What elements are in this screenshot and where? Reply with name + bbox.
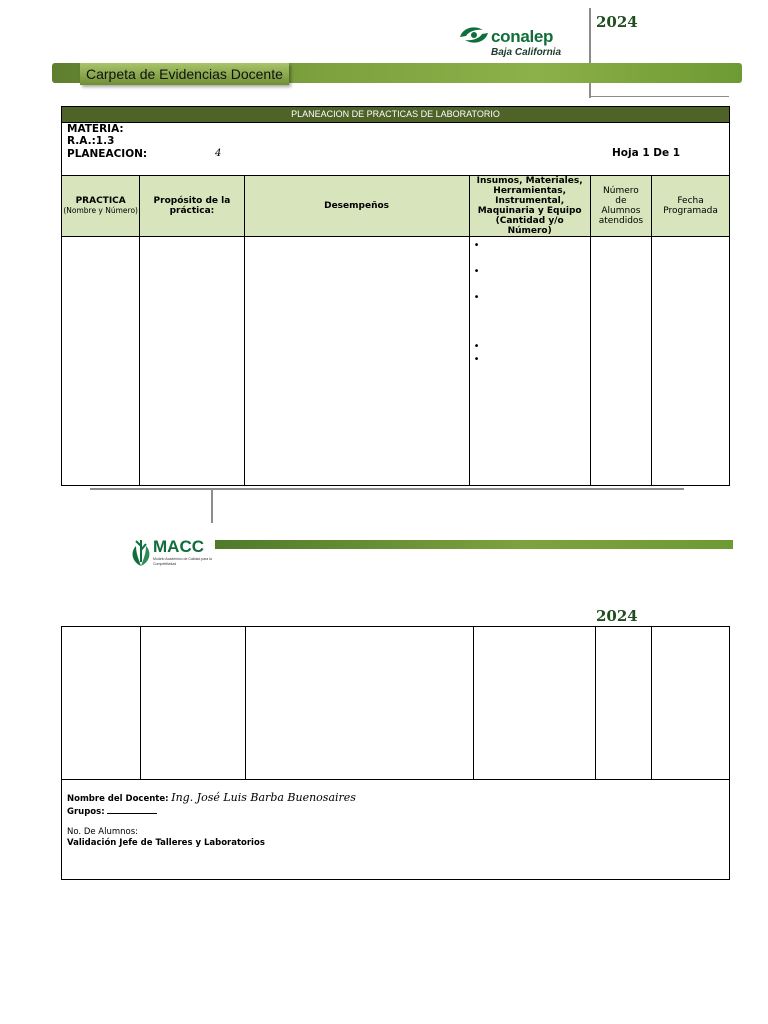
page2-year: 2024 xyxy=(596,607,638,625)
bullet-5: • xyxy=(473,354,480,365)
col-practica: PRACTICA (Nombre y Número) xyxy=(62,176,140,237)
materia-label: MATERIA: xyxy=(67,123,124,135)
macc-leaf-icon xyxy=(130,536,152,568)
banner-title: Carpeta de Evidencias Docente xyxy=(80,63,289,85)
header-year: 2024 xyxy=(596,13,638,31)
planeacion-table xyxy=(61,106,730,486)
page2-table xyxy=(61,626,730,880)
bullet-1: • xyxy=(473,240,480,251)
validacion-label: Validación Jefe de Talleres y Laboratorios xyxy=(67,838,265,848)
page2-practice-row xyxy=(62,627,730,780)
planeacion-value: 4 xyxy=(215,148,222,159)
docente-label: Nombre del Docente: xyxy=(67,794,169,804)
footer-vertical-rule xyxy=(211,490,213,523)
cell-proposito[interactable] xyxy=(140,237,244,486)
cell-insumos[interactable] xyxy=(469,237,590,486)
macc-logo xyxy=(130,536,214,574)
footer-horizontal-rule xyxy=(90,488,684,490)
footer-banner xyxy=(215,540,733,549)
col-proposito: Propósito de la práctica: xyxy=(140,176,244,237)
macc-tagline: Modelo Académico de Calidad para la Competitividad xyxy=(153,557,212,566)
grupos-label: Grupos: xyxy=(67,807,105,817)
bullet-4: • xyxy=(473,341,480,352)
alumnos-label: No. De Alumnos: xyxy=(67,827,139,837)
conalep-brand-name: conalep xyxy=(491,27,554,46)
page2-cell-fecha[interactable] xyxy=(652,627,730,780)
conalep-swirl-icon xyxy=(457,23,491,47)
ra-label: R.A.:1.3 xyxy=(67,135,115,147)
grupos-field[interactable] xyxy=(107,805,157,814)
col-numero-alumnos: Número de Alumnos atendidos xyxy=(590,176,651,237)
page2-cell-numero[interactable] xyxy=(596,627,652,780)
conalep-region: Baja California xyxy=(491,47,562,58)
col-desempenos: Desempeños xyxy=(244,176,469,237)
page-counter: Hoja 1 De 1 xyxy=(612,147,681,159)
conalep-logo xyxy=(457,22,572,60)
header-horizontal-rule xyxy=(591,96,729,97)
page2-cell-insumos[interactable] xyxy=(474,627,596,780)
col-insumos: Insumos, Materiales, Herramientas, Instrumental, Maquinaria y Equipo (Cantidad y/o Número) xyxy=(469,176,590,237)
column-header-row xyxy=(62,176,730,237)
cell-desempenos[interactable] xyxy=(244,237,469,486)
signature-block xyxy=(62,780,730,880)
practice-row xyxy=(62,237,730,486)
cell-numero-alumnos[interactable] xyxy=(590,237,651,486)
form-meta xyxy=(62,123,730,176)
cell-fecha[interactable] xyxy=(652,237,730,486)
docente-name[interactable]: Ing. José Luis Barba Buenosaires xyxy=(171,791,356,804)
col-fecha: Fecha Programada xyxy=(652,176,730,237)
cell-practica[interactable] xyxy=(62,237,140,486)
macc-name: MACC xyxy=(153,537,204,556)
page2-cell-practica[interactable] xyxy=(62,627,141,780)
page2-cell-proposito[interactable] xyxy=(140,627,245,780)
form-title: PLANEACION DE PRACTICAS DE LABORATORIO xyxy=(62,107,730,123)
planeacion-label: PLANEACION: xyxy=(67,148,148,160)
bullet-2: • xyxy=(473,266,480,277)
bullet-3: • xyxy=(473,292,480,303)
header-vertical-rule xyxy=(589,8,591,98)
page2-cell-desempenos[interactable] xyxy=(245,627,474,780)
